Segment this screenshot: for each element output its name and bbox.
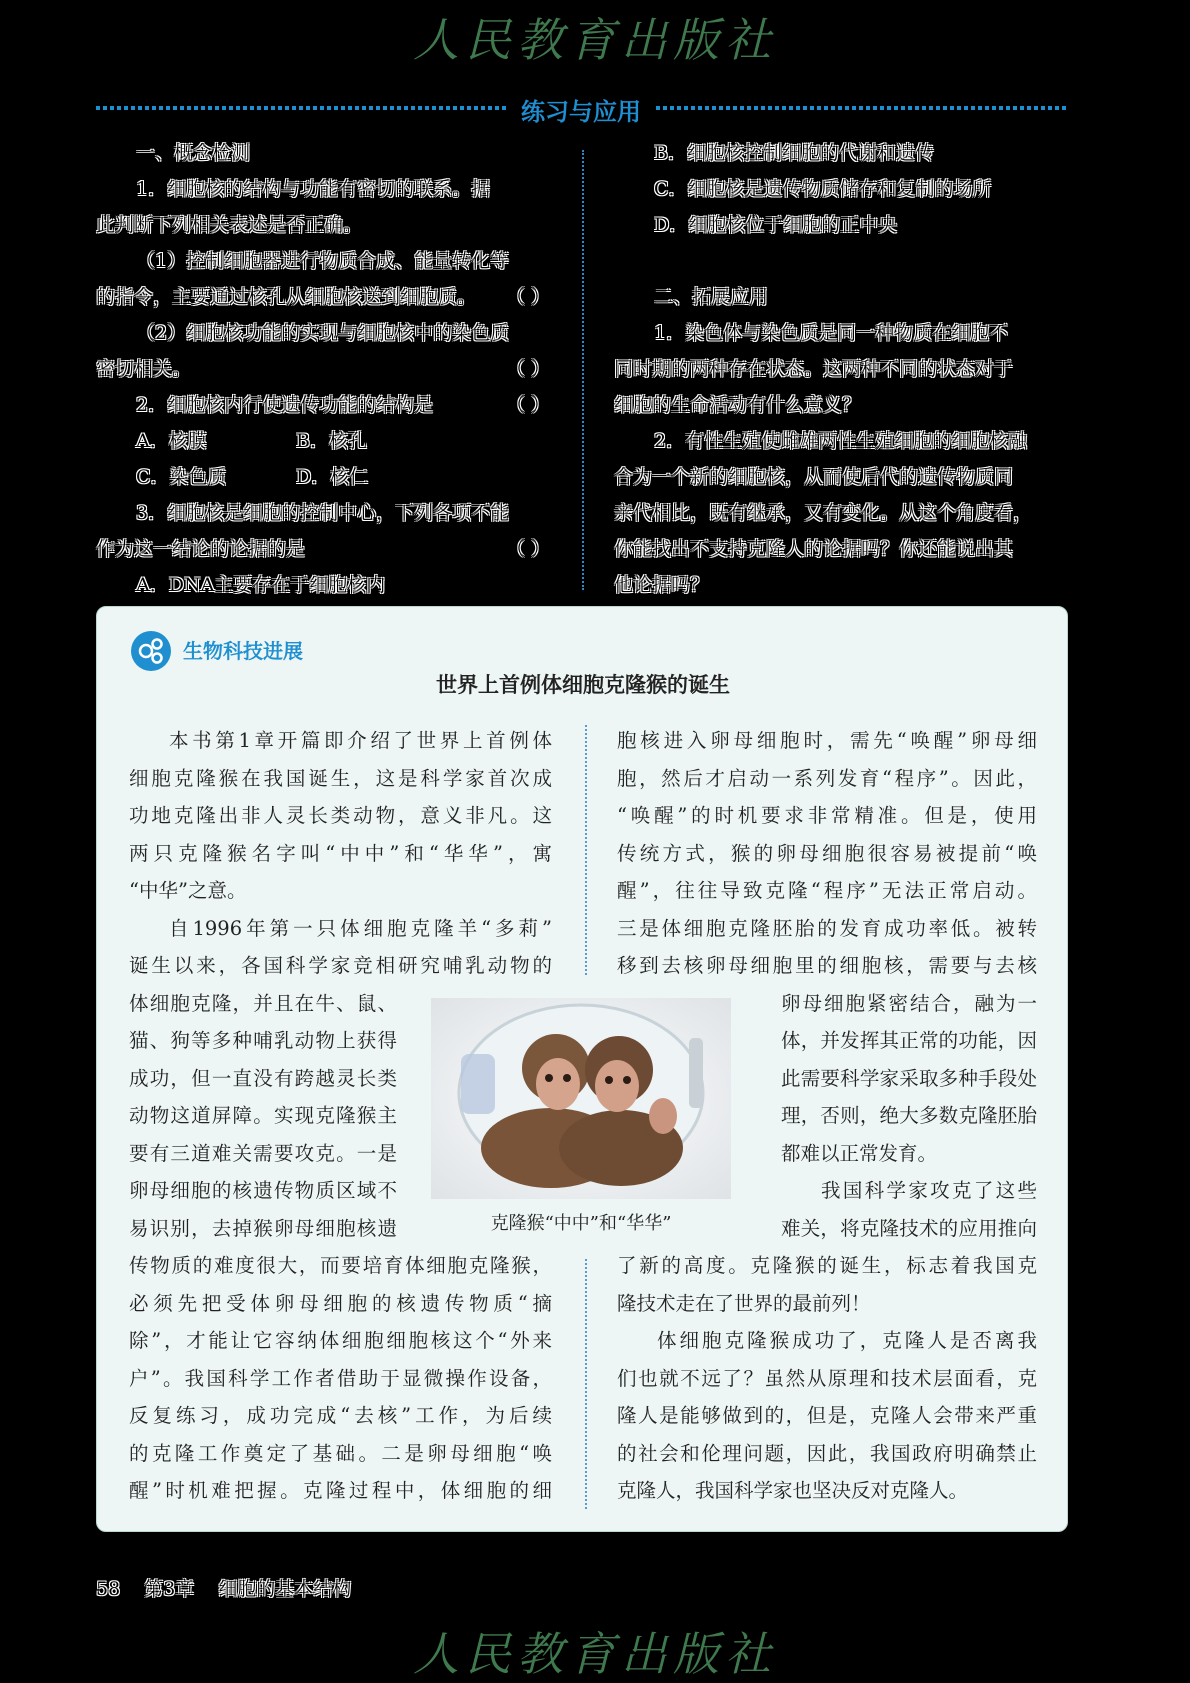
- article-line: 胞核进入卵母细胞时，需先“唤醒”卵母细: [617, 729, 1037, 752]
- wave-divider-right: [656, 106, 1068, 110]
- answer-paren: （ ）: [505, 358, 550, 380]
- chapter-title: 细胞的基本结构: [218, 1578, 352, 1600]
- article-line: 克隆人，我国科学家也坚决反对克隆人。: [617, 1479, 969, 1502]
- article-line: 细胞克隆猴在我国诞生，这是科学家首次成: [129, 766, 552, 790]
- exercises-left-column: [96, 135, 550, 603]
- concept-heading: 一、概念检测: [136, 142, 251, 164]
- e2-line: 合为一个新的细胞核，从而使后代的遗传物质同: [614, 466, 1014, 488]
- q2-options-row: [96, 423, 550, 459]
- article-line: 传物质的难度很大，而要培育体细胞克隆猴，: [129, 1254, 552, 1277]
- q3-text: 作为这一结论的论据的是: [96, 538, 306, 560]
- article-line: 醒”时机难把握。克隆过程中，体细胞的细: [129, 1479, 552, 1502]
- article-line: 隆技术走在了世界的最前列！: [617, 1291, 871, 1315]
- q1-1-line: （1）控制细胞器进行物质合成、能量转化等: [136, 250, 510, 272]
- article-line: 难关，将克隆技术的应用推向: [781, 1216, 1037, 1240]
- chapter-number: 第3章: [144, 1578, 195, 1600]
- article-line: 体细胞克隆，并且在牛、鼠、: [129, 991, 397, 1015]
- article-line: 的社会和伦理问题，因此，我国政府明确禁止: [617, 1441, 1037, 1465]
- article-line: 们也就不远了？虽然从原理和技术层面看，克: [617, 1366, 1037, 1390]
- molecule-icon: [131, 631, 171, 671]
- q2-text: 2．细胞核内行使遗传功能的结构是: [136, 394, 434, 416]
- e2-line: 他论据吗？: [614, 574, 710, 596]
- article-line: 动物这道屏障。实现克隆猴主: [129, 1104, 397, 1127]
- q1-2-line: （2）细胞核功能的实现与细胞核中的染色质: [136, 322, 510, 344]
- photo-caption: 克隆猴“中中”和“华华”: [490, 1213, 672, 1234]
- q3-option-b: B．细胞核控制细胞的代谢和遗传: [654, 142, 934, 164]
- article-line: 除”，才能让它容纳体细胞细胞核这个“外来: [129, 1329, 552, 1352]
- e1-line: 细胞的生命活动有什么意义？: [614, 394, 862, 416]
- article-line: 此需要科学家采取多种手段处: [781, 1066, 1037, 1090]
- article-line: 成功，但一直没有跨越灵长类: [129, 1066, 397, 1090]
- article-line: 猫、狗等多种哺乳动物上获得: [129, 1029, 397, 1052]
- q2-options-row: [96, 459, 550, 495]
- column-divider: [585, 725, 587, 975]
- answer-paren: （ ）: [505, 286, 550, 308]
- q3-option-c: C．细胞核是遗传物质储存和复制的场所: [654, 178, 992, 200]
- q1-stem-line: 此判断下列相关表述是否正确。: [96, 214, 363, 236]
- article-line: 体，并发挥其正常的功能，因: [781, 1029, 1037, 1052]
- article-line: 自1996年第一只体细胞克隆羊“多莉”: [169, 916, 552, 940]
- article-line: 本书第1章开篇即介绍了世界上首例体: [169, 729, 552, 752]
- q2-option-b: B．核孔: [296, 430, 367, 452]
- article-line: 传统方式，猴的卵母细胞很容易被提前“唤: [617, 841, 1037, 865]
- q2-option-c: C．染色质: [136, 466, 227, 488]
- article-line: 要有三道难关需要攻克。一是: [129, 1141, 397, 1165]
- q1-1-text: 的指令，主要通过核孔从细胞核送到细胞质。: [96, 286, 477, 308]
- q1-2-line: [96, 351, 550, 387]
- q3-option-a: A．DNA主要存在于细胞核内: [136, 574, 386, 596]
- article-line: 胞，然后才启动一系列发育“程序”。因此，: [617, 766, 1037, 790]
- article-line: “唤醒”的时机要求非常精准。但是，使用: [617, 804, 1037, 827]
- science-progress-box: [96, 606, 1068, 1532]
- q1-stem-line: 1．细胞核的结构与功能有密切的联系。据: [136, 178, 491, 200]
- e2-line: 2．有性生殖使雌雄两性生殖细胞的细胞核融: [654, 430, 1028, 452]
- article-line: 了新的高度。克隆猴的诞生，标志着我国克: [617, 1254, 1037, 1277]
- article-line: 必须先把受体卵母细胞的核遗传物质“摘: [129, 1291, 552, 1315]
- e1-line: 同时期的两种存在状态。这两种不同的状态对于: [614, 358, 1014, 380]
- cloned-monkeys-photo: [431, 998, 731, 1199]
- article-line: 我国科学家攻克了这些: [821, 1179, 1037, 1202]
- article-line: 户”。我国科学工作者借助于显微操作设备，: [129, 1366, 552, 1390]
- q3-stem-line: 3．细胞核是细胞的控制中心，下列各项不能: [136, 502, 510, 524]
- e2-line: 你能找出不支持克隆人的论据吗？你还能说出其: [614, 538, 1014, 560]
- article-line: 诞生以来，各国科学家竞相研究哺乳动物的: [129, 954, 552, 977]
- article-line: 功地克隆出非人灵长类动物，意义非凡。这: [129, 804, 552, 827]
- page-footer: [96, 1574, 369, 1601]
- article-line: 隆人是能够做到的，但是，克隆人会带来严重: [617, 1404, 1037, 1427]
- article-line: 移到去核卵母细胞里的细胞核，需要与去核: [617, 954, 1037, 977]
- q1-1-line: [96, 279, 550, 315]
- article-line: 的克隆工作奠定了基础。二是卵母细胞“唤: [129, 1441, 552, 1465]
- exercises-right-column: [614, 135, 1068, 603]
- article-title: 世界上首例体细胞克隆猴的诞生: [436, 673, 730, 697]
- column-divider: [585, 1259, 587, 1509]
- article-line: 反复练习，成功完成“去核”工作，为后续: [129, 1404, 552, 1427]
- section-title: 练习与应用: [521, 98, 641, 126]
- column-divider: [582, 150, 584, 590]
- article-line: 卵母细胞紧密结合，融为一: [781, 991, 1037, 1015]
- publisher-watermark-top: 人民教育出版社: [413, 13, 777, 67]
- article-line: 理，否则，绝大多数克隆胚胎: [781, 1104, 1037, 1127]
- q2-stem: [96, 387, 550, 423]
- publisher-watermark-bottom: 人民教育出版社: [413, 1627, 777, 1681]
- box-label: 生物科技进展: [183, 639, 303, 663]
- spacer: [614, 243, 1068, 279]
- q3-option-d: D．细胞核位于细胞的正中央: [654, 214, 898, 236]
- extension-heading: 二、拓展应用: [654, 286, 769, 308]
- e2-line: 亲代相比，既有继承，又有变化。从这个角度看，: [614, 502, 1033, 524]
- wave-divider-left: [96, 106, 506, 110]
- answer-paren: （ ）: [505, 394, 550, 416]
- page-number: 58: [96, 1578, 121, 1600]
- answer-paren: （ ）: [505, 538, 550, 560]
- article-line: 易识别，去掉猴卵母细胞核遗: [129, 1216, 397, 1240]
- q2-option-d: D．核仁: [296, 466, 369, 488]
- article-line: 体细胞克隆猴成功了，克隆人是否离我: [657, 1329, 1037, 1352]
- e1-line: 1．染色体与染色质是同一种物质在细胞不: [654, 322, 1009, 344]
- q3-stem-line: [96, 531, 550, 567]
- section-header: [96, 92, 1068, 124]
- article-line: 醒”，往往导致克隆“程序”无法正常启动。: [617, 879, 1037, 902]
- article-line: “中华”之意。: [129, 879, 247, 902]
- article-line: 都难以正常发育。: [781, 1141, 938, 1165]
- article-line: 三是体细胞克隆胚胎的发育成功率低。被转: [617, 916, 1037, 940]
- article-line: 两只克隆猴名字叫“中中”和“华华”，寓: [129, 841, 552, 865]
- article-line: 卵母细胞的核遗传物质区域不: [129, 1179, 397, 1202]
- q2-option-a: A．核膜: [136, 430, 207, 452]
- q1-2-text: 密切相关。: [96, 358, 192, 380]
